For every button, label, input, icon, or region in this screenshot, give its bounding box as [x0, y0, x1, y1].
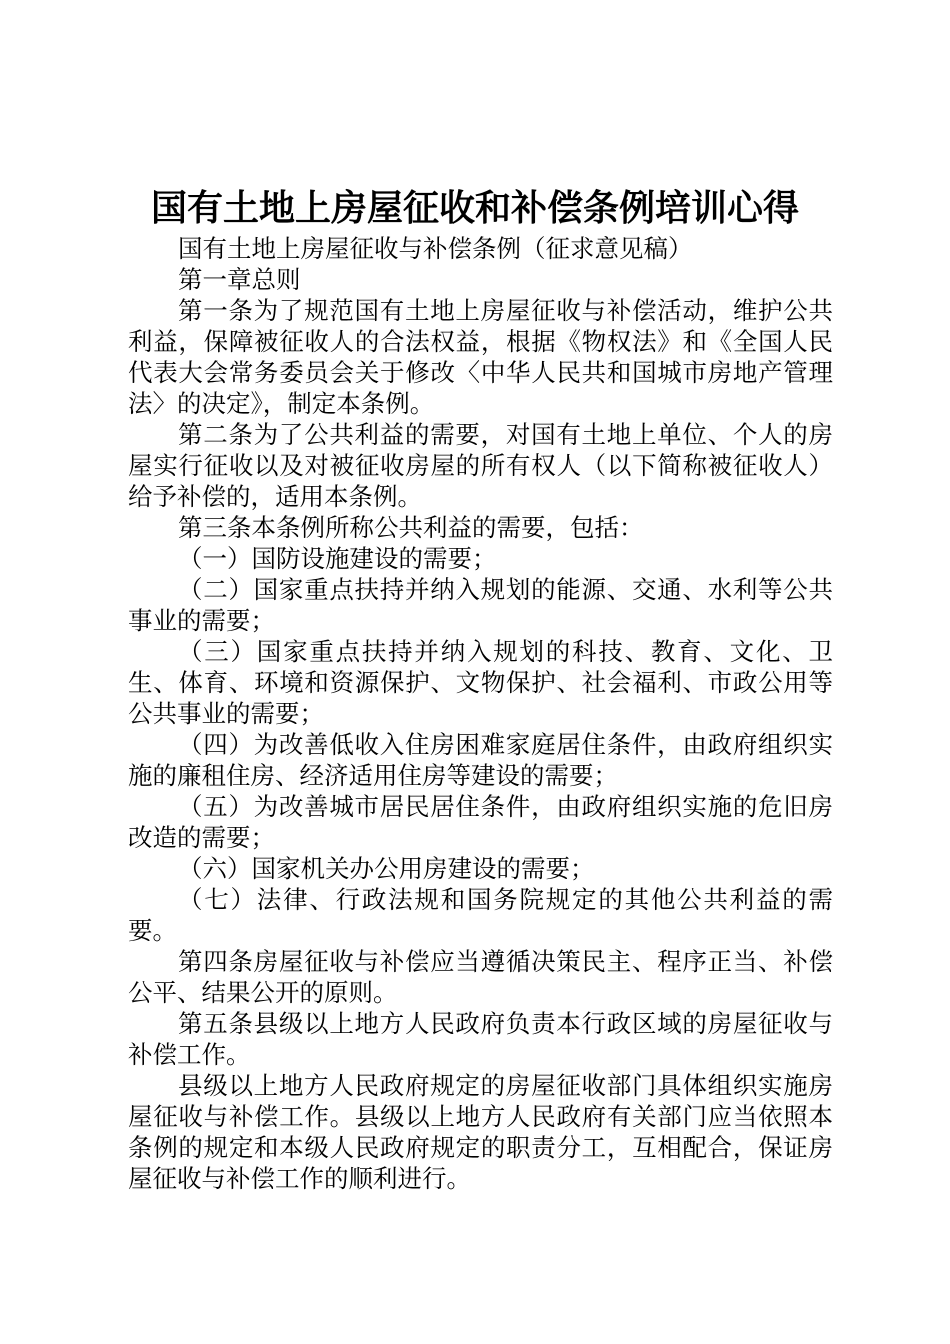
paragraph: （二）国家重点扶持并纳入规划的能源、交通、水利等公共事业的需要； [128, 575, 833, 635]
paragraph: 第一章总则 [178, 265, 301, 294]
paragraph: 第五条县级以上地方人民政府负责本行政区域的房屋征收与补偿工作。 [128, 1009, 833, 1069]
paragraph: 第一条为了规范国有土地上房屋征收与补偿活动，维护公共利益，保障被征收人的合法权益，根据《物权法》和《全国人民代表大会常务委员会关于修改〈中华人民共和国城市房地产管理法〉的决定》，制定本条例。 [128, 296, 833, 418]
paragraph: （五）为改善城市居民居住条件，由政府组织实施的危旧房改造的需要； [128, 792, 833, 852]
paragraph: （四）为改善低收入住房困难家庭居住条件，由政府组织实施的廉租住房、经济适用住房等建设的需要； [128, 730, 833, 790]
paragraph: 第三条本条例所称公共利益的需要，包括： [178, 513, 644, 542]
paragraph: 县级以上地方人民政府规定的房屋征收部门具体组织实施房屋征收与补偿工作。县级以上地方人民政府有关部门应当依照本条例的规定和本级人民政府规定的职责分工，互相配合，保证房屋征收与补偿工作的顺利进行。 [128, 1071, 833, 1193]
paragraph: （七）法律、行政法规和国务院规定的其他公共利益的需要。 [128, 885, 833, 945]
document-body [128, 233, 833, 1194]
paragraph: 第四条房屋征收与补偿应当遵循决策民主、程序正当、补偿公平、结果公开的原则。 [128, 947, 833, 1007]
paragraph: （一）国防设施建设的需要； [178, 544, 497, 573]
paragraph: （六）国家机关办公用房建设的需要； [178, 854, 595, 883]
paragraph: 第二条为了公共利益的需要，对国有土地上单位、个人的房屋实行征收以及对被征收房屋的所有权人（以下简称被征收人）给予补偿的，适用本条例。 [128, 420, 833, 511]
document-title: 国有土地上房屋征收和补偿条例培训心得 [150, 187, 799, 229]
paragraph: （三）国家重点扶持并纳入规划的科技、教育、文化、卫生、体育、环境和资源保护、文物保护、社会福利、市政公用等公共事业的需要； [128, 637, 833, 728]
paragraph: 国有土地上房屋征收与补偿条例（征求意见稿） [178, 234, 693, 263]
